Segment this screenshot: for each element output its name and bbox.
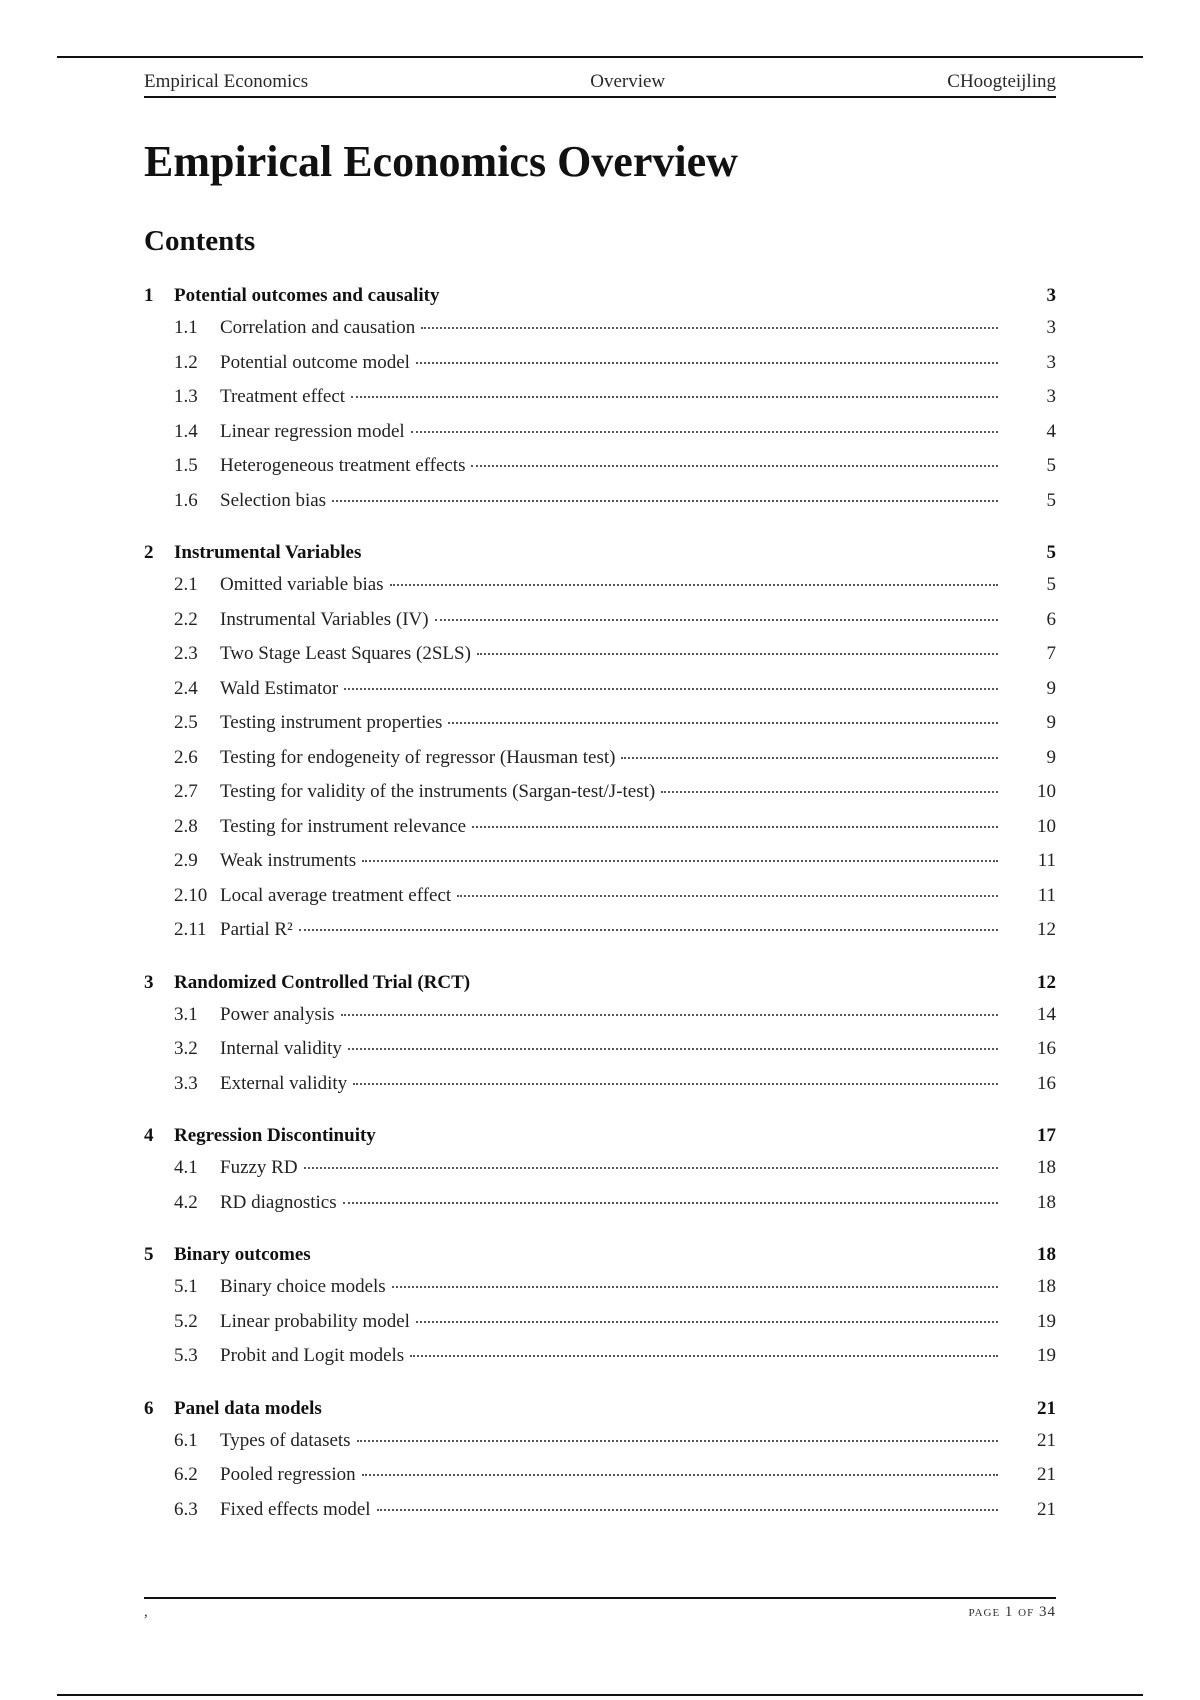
toc-subsection-page: 14 — [1037, 1003, 1056, 1025]
dot-leader — [362, 859, 998, 862]
toc-section-number: 4 — [144, 1125, 154, 1146]
toc-subsection-number: 1.2 — [174, 351, 198, 373]
toc-subsection-number: 1.6 — [174, 489, 198, 511]
toc-section-title: Randomized Controlled Trial (RCT) — [174, 971, 471, 993]
toc-subsection-number: 1.3 — [174, 386, 198, 407]
toc-section — [144, 972, 1056, 1108]
toc-subsection-entry[interactable] — [144, 1276, 1056, 1311]
toc-subsection-entry[interactable] — [144, 455, 1056, 490]
toc-subsection-number: 1.1 — [174, 317, 198, 338]
toc-subsection-page: 3 — [1046, 317, 1056, 338]
toc-section — [144, 285, 1056, 524]
footer-rule — [144, 1597, 1056, 1599]
toc-subsection-entry[interactable] — [144, 1464, 1056, 1499]
toc-section-entry[interactable] — [144, 1244, 1056, 1276]
dot-leader — [435, 618, 998, 621]
toc-subsection-number: 2.2 — [174, 608, 198, 630]
dot-leader — [421, 326, 998, 329]
dot-leader — [411, 430, 998, 433]
toc-subsection-number: 2.4 — [174, 677, 198, 699]
toc-section-page: 18 — [1037, 1244, 1056, 1265]
toc-subsection-page: 21 — [1037, 1429, 1056, 1451]
dot-leader — [410, 1354, 998, 1357]
toc-subsection-page: 21 — [1037, 1498, 1056, 1520]
toc-subsection-number: 6.1 — [174, 1429, 198, 1451]
toc-subsection-entry[interactable] — [144, 609, 1056, 644]
dot-leader — [621, 756, 998, 759]
toc-subsection-title: Fixed effects model — [220, 1498, 371, 1520]
header-center: Overview — [590, 71, 666, 92]
toc-section-title: Potential outcomes and causality — [174, 285, 440, 306]
toc-subsection-page: 11 — [1037, 850, 1056, 871]
toc-subsection-title: RD diagnostics — [220, 1191, 337, 1213]
toc-subsection-entry[interactable] — [144, 1004, 1056, 1039]
dot-leader — [661, 790, 998, 793]
toc-subsection-number: 2.8 — [174, 815, 198, 837]
toc-subsection-title: Selection bias — [220, 489, 327, 511]
toc-subsection-entry[interactable] — [144, 1073, 1056, 1108]
toc-subsection-title: Linear regression model — [220, 420, 405, 442]
page-top-rule — [57, 56, 1143, 58]
table-of-contents — [144, 285, 1056, 1551]
toc-subsection-title: Testing instrument properties — [220, 712, 443, 733]
toc-section-page: 17 — [1037, 1125, 1056, 1146]
toc-section-page: 21 — [1037, 1397, 1056, 1419]
toc-subsection-page: 10 — [1037, 781, 1056, 802]
toc-subsection-number: 2.10 — [174, 884, 208, 906]
toc-subsection-page: 18 — [1037, 1276, 1056, 1297]
dot-leader — [477, 652, 998, 655]
toc-section-page: 12 — [1037, 971, 1056, 993]
toc-subsection-page: 6 — [1046, 608, 1056, 630]
toc-subsection-page: 4 — [1046, 420, 1056, 442]
toc-subsection-entry[interactable] — [144, 885, 1056, 920]
header-left: Empirical Economics — [144, 71, 309, 92]
dot-leader — [344, 687, 998, 690]
toc-subsection-page: 3 — [1046, 351, 1056, 373]
toc-subsection-number: 3.3 — [174, 1072, 198, 1094]
page-number: page 1 of 34 — [968, 1604, 1056, 1620]
document-title: Empirical Economics Overview — [144, 137, 738, 186]
page-bottom-rule — [57, 1694, 1143, 1696]
toc-subsection-entry[interactable] — [144, 1345, 1056, 1380]
dot-leader — [448, 721, 998, 724]
toc-subsection-page: 3 — [1046, 386, 1056, 407]
toc-subsection-entry[interactable] — [144, 919, 1056, 954]
toc-subsection-title: Testing for validity of the instruments (Sargan-test/J-test) — [220, 781, 656, 802]
contents-heading: Contents — [144, 225, 256, 257]
toc-subsection-title: Pooled regression — [220, 1464, 356, 1485]
toc-subsection-number: 3.2 — [174, 1038, 198, 1059]
header-right: CHoogteijling — [947, 71, 1056, 92]
dot-leader — [299, 928, 998, 931]
toc-subsection-entry[interactable] — [144, 1430, 1056, 1465]
toc-subsection-entry[interactable] — [144, 1192, 1056, 1227]
toc-subsection-entry[interactable] — [144, 643, 1056, 678]
toc-section-entry[interactable] — [144, 285, 1056, 317]
toc-subsection-page: 5 — [1046, 489, 1056, 511]
toc-subsection-number: 1.4 — [174, 420, 198, 442]
toc-section — [144, 1125, 1056, 1226]
toc-subsection-page: 19 — [1037, 1310, 1056, 1332]
toc-subsection-number: 2.7 — [174, 781, 198, 802]
running-header — [144, 68, 1056, 98]
toc-subsection-title: External validity — [220, 1072, 348, 1094]
toc-subsection-title: Power analysis — [220, 1003, 335, 1025]
toc-subsection-number: 4.2 — [174, 1191, 198, 1213]
dot-leader — [392, 1285, 998, 1288]
toc-section-entry[interactable] — [144, 542, 1056, 574]
toc-subsection-entry[interactable] — [144, 1499, 1056, 1534]
toc-section-number: 2 — [144, 542, 154, 563]
toc-subsection-number: 5.1 — [174, 1276, 198, 1297]
toc-subsection-entry[interactable] — [144, 1311, 1056, 1346]
dot-leader — [332, 499, 998, 502]
toc-subsection-page: 5 — [1046, 574, 1056, 595]
toc-subsection-entry[interactable] — [144, 574, 1056, 609]
toc-subsection-page: 9 — [1046, 677, 1056, 699]
toc-subsection-title: Binary choice models — [220, 1276, 386, 1297]
toc-subsection-title: Testing for instrument relevance — [220, 815, 467, 837]
toc-section-page: 3 — [1046, 285, 1056, 306]
toc-section-title: Panel data models — [174, 1397, 322, 1419]
toc-subsection-number: 2.9 — [174, 850, 198, 871]
toc-subsection-entry[interactable] — [144, 781, 1056, 816]
toc-subsection-title: Types of datasets — [220, 1429, 351, 1451]
dot-leader — [471, 464, 998, 467]
toc-section-number: 3 — [144, 971, 154, 993]
toc-subsection-page: 19 — [1037, 1345, 1056, 1366]
toc-section-number: 5 — [144, 1244, 154, 1265]
toc-subsection-entry[interactable] — [144, 490, 1056, 525]
toc-subsection-title: Probit and Logit models — [220, 1345, 405, 1366]
toc-subsection-title: Local average treatment effect — [220, 884, 452, 906]
toc-subsection-number: 4.1 — [174, 1157, 198, 1178]
toc-subsection-title: Weak instruments — [220, 850, 357, 871]
toc-section-title: Regression Discontinuity — [174, 1125, 376, 1146]
toc-subsection-page: 12 — [1037, 919, 1056, 940]
toc-subsection-entry[interactable] — [144, 1038, 1056, 1073]
toc-subsection-entry[interactable] — [144, 1157, 1056, 1192]
toc-section-number: 6 — [144, 1397, 154, 1419]
toc-subsection-number: 2.3 — [174, 643, 198, 664]
toc-subsection-title: Partial R² — [220, 919, 293, 940]
toc-subsection-number: 2.11 — [174, 919, 207, 940]
toc-subsection-title: Linear probability model — [220, 1310, 410, 1332]
toc-subsection-title: Wald Estimator — [220, 677, 339, 699]
toc-subsection-page: 5 — [1046, 455, 1056, 476]
toc-section-title: Instrumental Variables — [174, 542, 362, 563]
toc-subsection-title: Fuzzy RD — [220, 1157, 298, 1178]
toc-subsection-number: 3.1 — [174, 1003, 198, 1025]
toc-subsection-page: 7 — [1046, 643, 1056, 664]
toc-subsection-number: 1.5 — [174, 455, 198, 476]
dot-leader — [353, 1082, 998, 1085]
dot-leader — [390, 583, 998, 586]
toc-section-entry[interactable] — [144, 1125, 1056, 1157]
toc-section-number: 1 — [144, 285, 154, 306]
dot-leader — [357, 1439, 998, 1442]
toc-subsection-entry[interactable] — [144, 386, 1056, 421]
toc-section-entry[interactable] — [144, 972, 1056, 1004]
dot-leader — [457, 894, 998, 897]
dot-leader — [472, 825, 998, 828]
toc-subsection-entry[interactable] — [144, 678, 1056, 713]
page-footer — [144, 1604, 1056, 1621]
dot-leader — [351, 395, 998, 398]
toc-section — [144, 1244, 1056, 1380]
toc-subsection-entry[interactable] — [144, 850, 1056, 885]
dot-leader — [416, 1320, 998, 1323]
toc-subsection-number: 5.2 — [174, 1310, 198, 1332]
toc-subsection-page: 21 — [1037, 1464, 1056, 1485]
toc-subsection-page: 18 — [1037, 1157, 1056, 1178]
toc-subsection-title: Testing for endogeneity of regressor (Hausman test) — [220, 746, 616, 768]
toc-subsection-number: 6.2 — [174, 1464, 198, 1485]
dot-leader — [343, 1201, 998, 1204]
toc-subsection-entry[interactable] — [144, 317, 1056, 352]
dot-leader — [416, 361, 998, 364]
toc-subsection-page: 9 — [1046, 712, 1056, 733]
toc-subsection-title: Instrumental Variables (IV) — [220, 608, 429, 630]
toc-subsection-entry[interactable] — [144, 421, 1056, 456]
toc-subsection-title: Two Stage Least Squares (2SLS) — [220, 643, 471, 664]
toc-subsection-entry[interactable] — [144, 712, 1056, 747]
toc-subsection-title: Internal validity — [220, 1038, 342, 1059]
dot-leader — [348, 1047, 998, 1050]
toc-section — [144, 1398, 1056, 1534]
toc-subsection-entry[interactable] — [144, 352, 1056, 387]
toc-subsection-page: 18 — [1037, 1191, 1056, 1213]
toc-subsection-number: 5.3 — [174, 1345, 198, 1366]
toc-subsection-number: 2.1 — [174, 574, 198, 595]
dot-leader — [377, 1508, 998, 1511]
toc-subsection-entry[interactable] — [144, 816, 1056, 851]
toc-subsection-page: 16 — [1037, 1038, 1056, 1059]
toc-subsection-number: 2.5 — [174, 712, 198, 733]
toc-subsection-title: Potential outcome model — [220, 351, 410, 373]
dot-leader — [341, 1013, 998, 1016]
toc-subsection-page: 9 — [1046, 746, 1056, 768]
toc-subsection-page: 16 — [1037, 1072, 1056, 1094]
dot-leader — [304, 1166, 998, 1169]
dot-leader — [362, 1473, 998, 1476]
toc-subsection-page: 10 — [1037, 815, 1056, 837]
toc-section-entry[interactable] — [144, 1398, 1056, 1430]
toc-subsection-title: Heterogeneous treatment effects — [220, 455, 466, 476]
toc-subsection-number: 2.6 — [174, 746, 198, 768]
toc-section-page: 5 — [1046, 542, 1056, 563]
toc-subsection-title: Omitted variable bias — [220, 574, 384, 595]
toc-section-title: Binary outcomes — [174, 1244, 311, 1265]
toc-subsection-entry[interactable] — [144, 747, 1056, 782]
toc-subsection-number: 6.3 — [174, 1498, 198, 1520]
toc-subsection-page: 11 — [1037, 884, 1056, 906]
toc-section — [144, 542, 1056, 954]
toc-subsection-title: Correlation and causation — [220, 317, 416, 338]
toc-subsection-title: Treatment effect — [220, 386, 346, 407]
footer-left: , — [144, 1604, 148, 1620]
